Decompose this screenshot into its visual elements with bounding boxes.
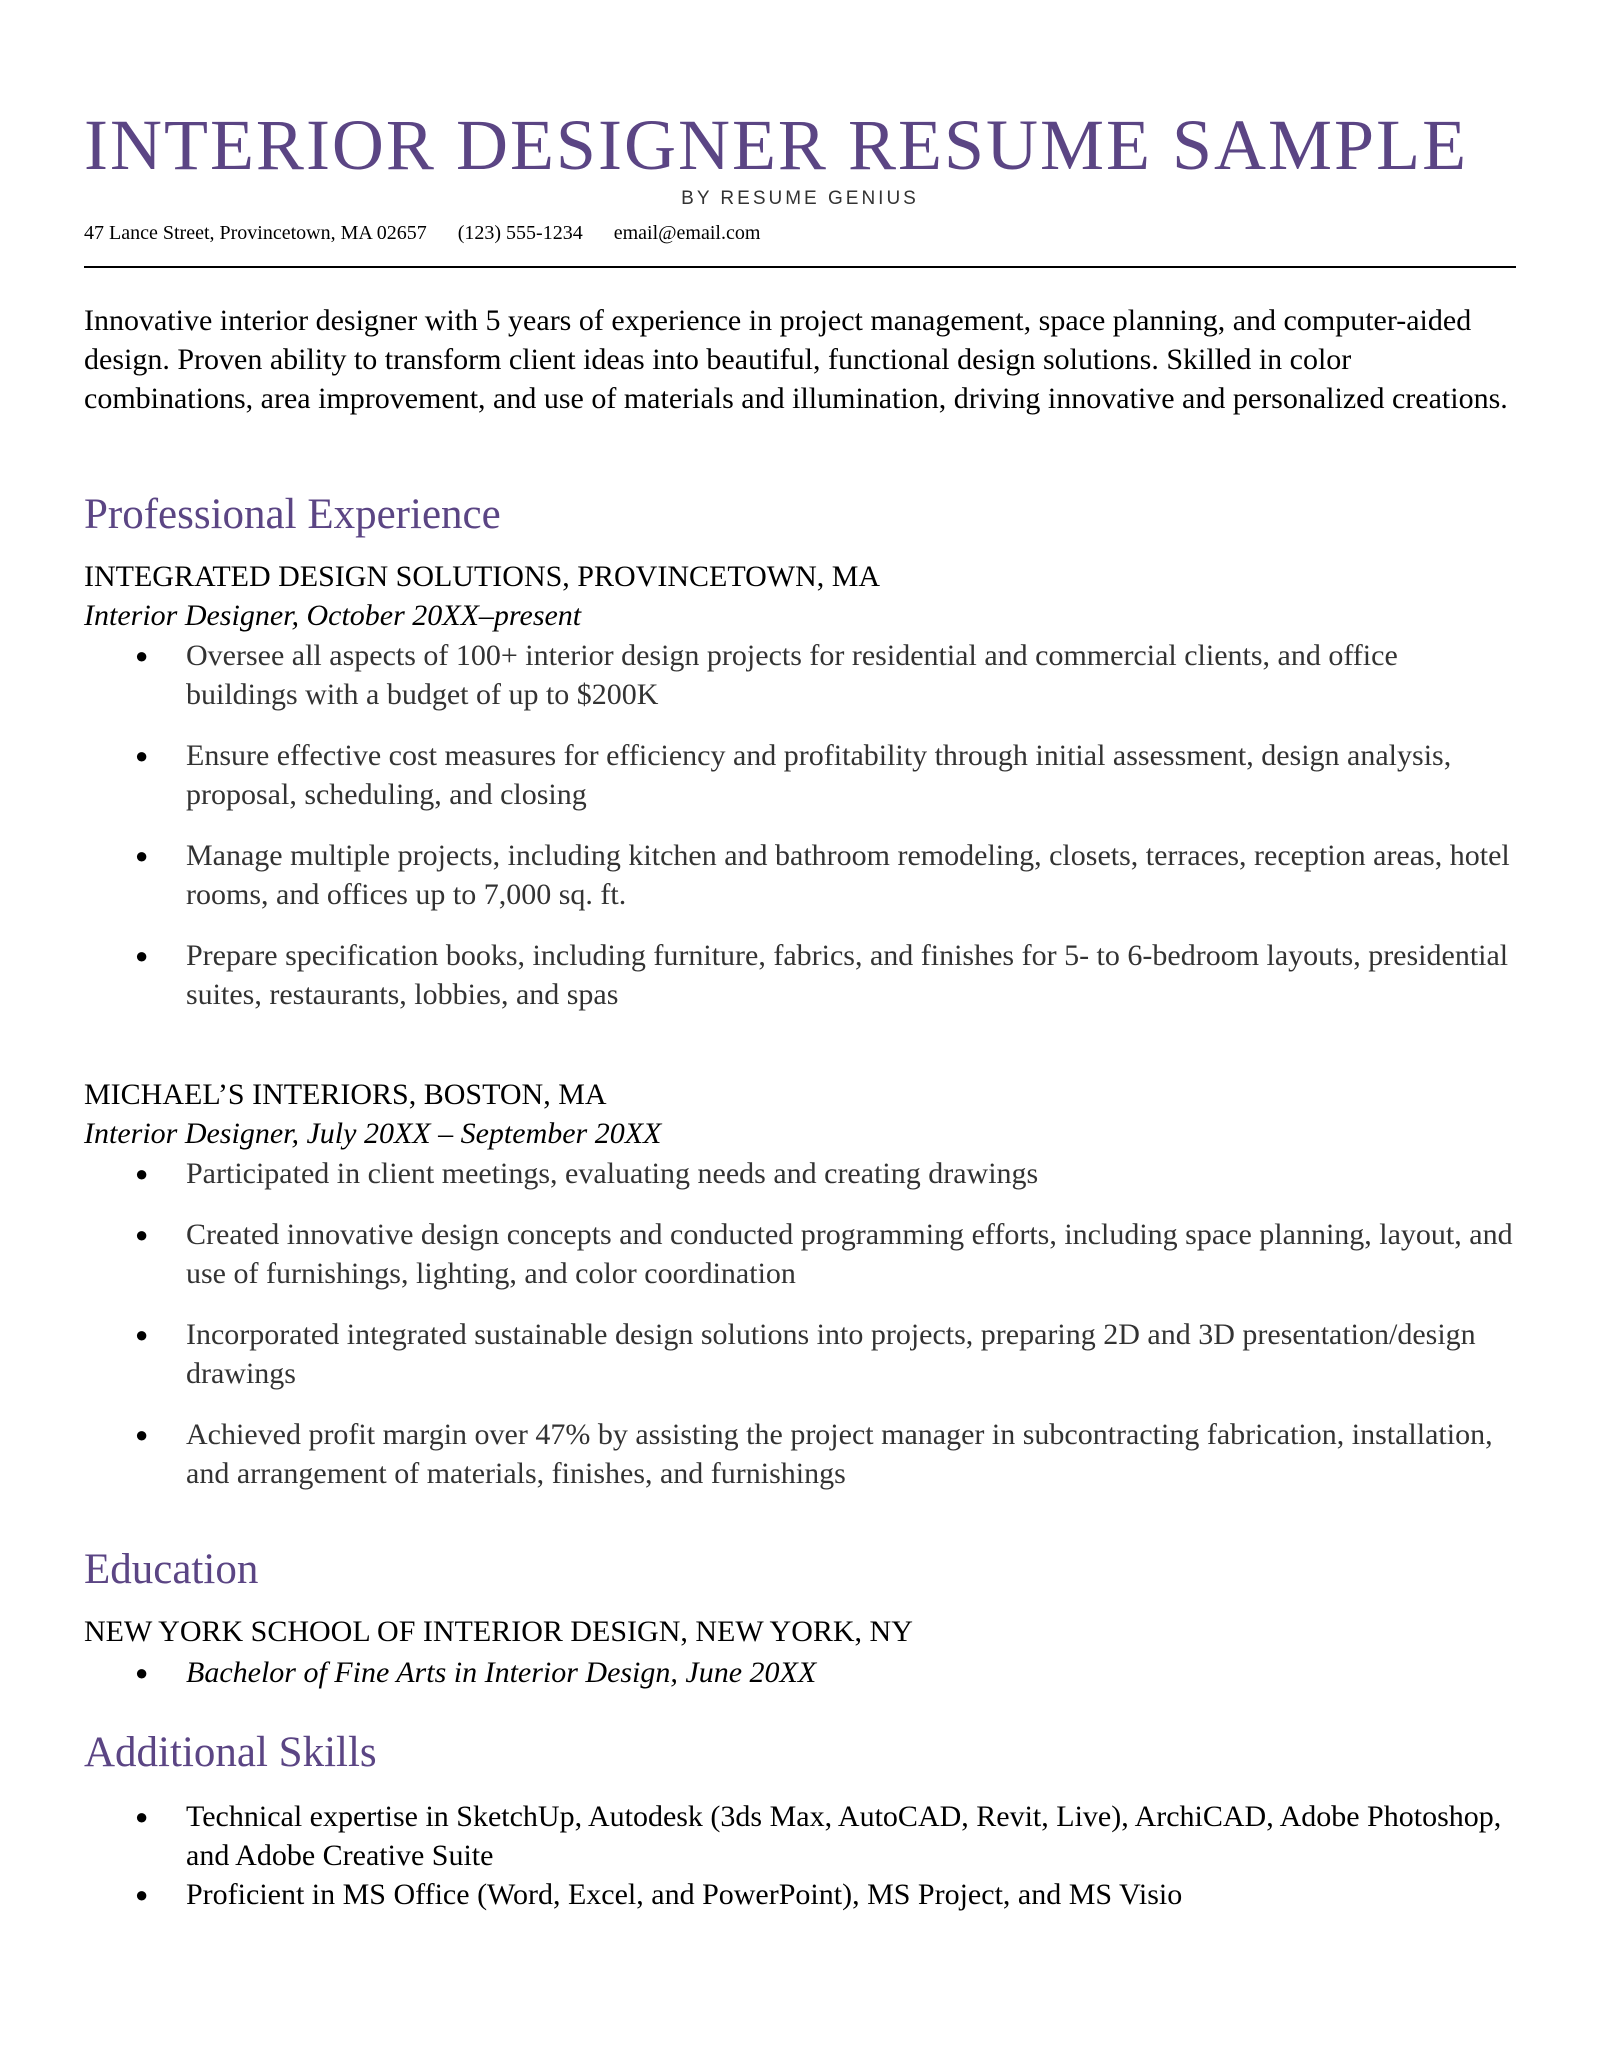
education-school: NEW YORK SCHOOL OF INTERIOR DESIGN, NEW YORK, NY (84, 1615, 913, 1648)
bullet-icon: ● (135, 1422, 149, 1447)
list-item (84, 1653, 1516, 1692)
bullet-icon: ● (135, 643, 149, 668)
job-1-role: Interior Designer, October 20XX–present (84, 599, 582, 632)
education-degree: Bachelor of Fine Arts in Interior Design, June 20XX (186, 1656, 817, 1689)
summary-paragraph: Innovative interior designer with 5 years of experience in project management, space planning, and computer-aided design. Proven ability to transform client ideas into beautiful, functional design solutions. Skilled in color combinations, area improvement, and use of materials and illumination, driving innovative and personalized creations. (84, 304, 1508, 415)
header-divider (84, 266, 1516, 268)
resume-title: INTERIOR DESIGNER RESUME SAMPLE (84, 105, 1469, 185)
job-2-company: MICHAEL’S INTERIORS, BOSTON, MA (84, 1078, 607, 1111)
bullet-icon: ● (135, 1322, 149, 1347)
job-2-bullets (84, 1154, 1516, 1515)
list-item: ● Created innovative design concepts and conducted programming efforts, including space planning, layout, and use of furnishings, lighting, and color coordination (84, 1215, 1516, 1293)
list-item: ● Ensure effective cost measures for efficiency and profitability through initial assessment, design analysis, proposal, scheduling, and closing (84, 736, 1516, 814)
contact-address: 47 Lance Street, Provincetown, MA 02657 (84, 222, 427, 244)
bullet-icon: ● (135, 843, 149, 868)
list-item: ● Achieved profit margin over 47% by assisting the project manager in subcontracting fabrication, installation, and arrangement of materials, finishes, and furnishings (84, 1415, 1516, 1493)
list-item: ● Manage multiple projects, including kitchen and bathroom remodeling, closets, terraces, reception areas, hotel rooms, and offices up to 7,000 sq. ft. (84, 836, 1516, 914)
list-item: ● Proficient in MS Office (Word, Excel, and PowerPoint), MS Project, and MS Visio (84, 1875, 1516, 1914)
bullet-icon: ● (135, 1804, 149, 1829)
education-bullets (84, 1653, 1516, 1692)
bullet-icon: ● (135, 1660, 149, 1685)
job-1-bullets (84, 636, 1516, 1036)
list-item: ● Prepare specification books, including furniture, fabrics, and finishes for 5- to 6-bedroom layouts, presidential suites, restaurants, lobbies, and spas (84, 936, 1516, 1014)
bullet-icon: ● (135, 1222, 149, 1247)
bullet-icon: ● (135, 1882, 149, 1907)
contact-line (84, 222, 786, 245)
job-1-company: INTEGRATED DESIGN SOLUTIONS, PROVINCETOWN, MA (84, 560, 881, 593)
list-item: ● Technical expertise in SketchUp, Autodesk (3ds Max, AutoCAD, Revit, Live), ArchiCAD, Adobe Photoshop, and Adobe Creative Suite (84, 1797, 1516, 1875)
list-item: ● Incorporated integrated sustainable design solutions into projects, preparing 2D and 3D presentation/design drawings (84, 1315, 1516, 1393)
job-2-role: Interior Designer, July 20XX – September 20XX (84, 1117, 662, 1150)
skills-bullets (84, 1797, 1516, 1914)
list-item: ● Oversee all aspects of 100+ interior design projects for residential and commercial clients, and office buildings with a budget of up to $200K (84, 636, 1516, 714)
bullet-icon: ● (135, 743, 149, 768)
byline: BY RESUME GENIUS (681, 188, 919, 209)
bullet-icon: ● (135, 943, 149, 968)
bullet-icon: ● (135, 1161, 149, 1186)
contact-phone: (123) 555-1234 (457, 222, 583, 244)
education-heading: Education (84, 1546, 259, 1593)
skills-heading: Additional Skills (84, 1729, 377, 1776)
contact-email: email@email.com (613, 222, 761, 244)
experience-heading: Professional Experience (84, 491, 501, 538)
list-item: ● Participated in client meetings, evaluating needs and creating drawings (84, 1154, 1516, 1193)
